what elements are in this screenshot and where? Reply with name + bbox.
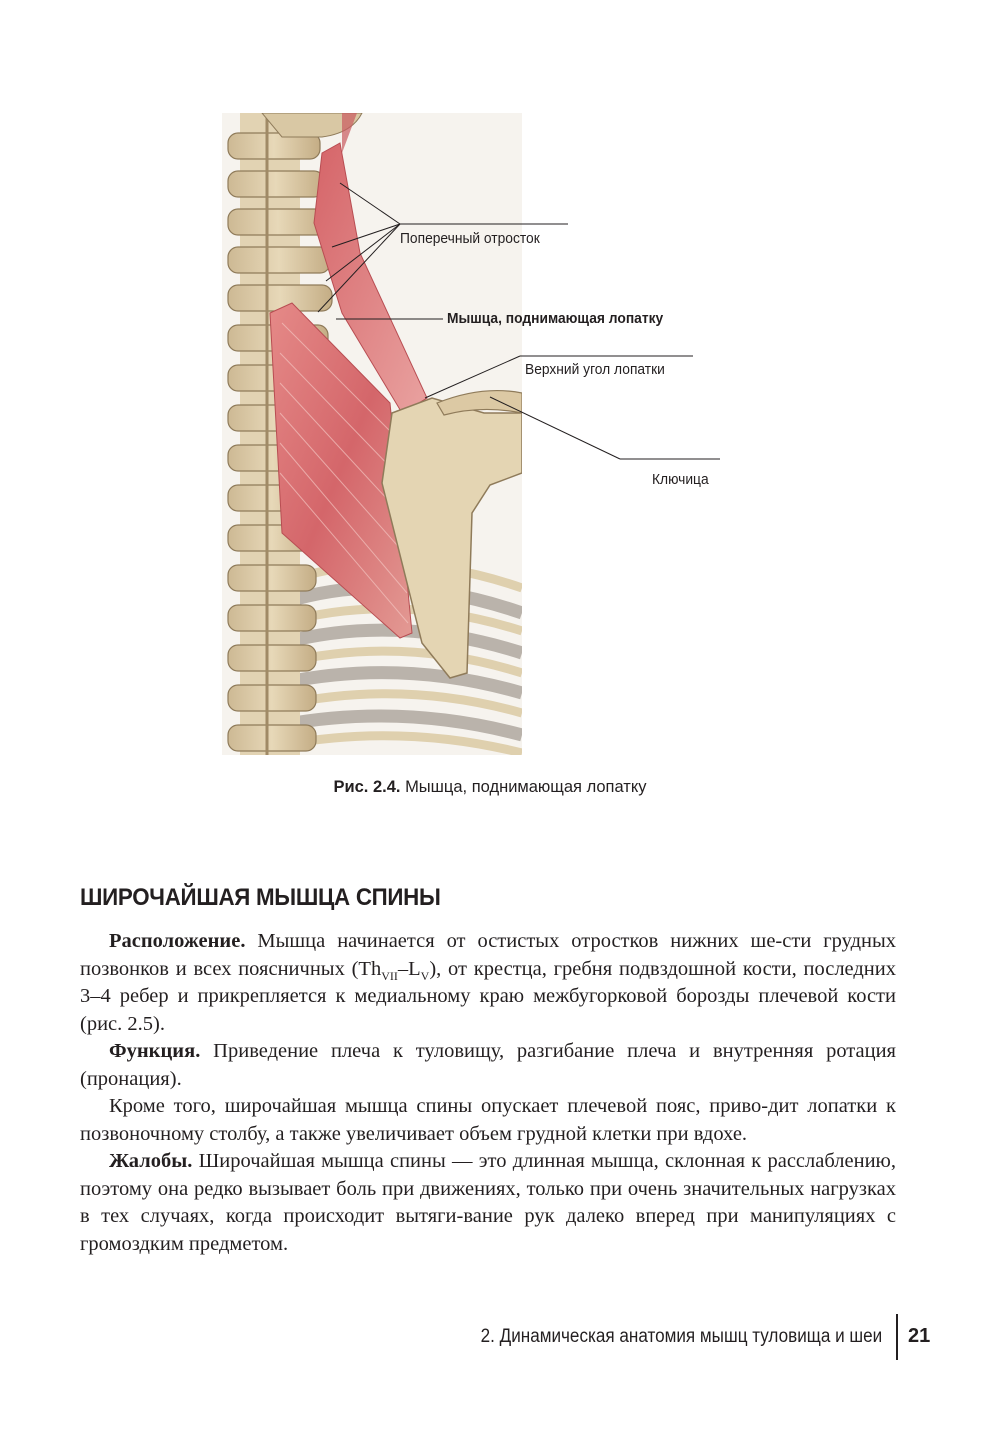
lead-complaints: Жалобы. [109, 1150, 193, 1172]
paragraph-complaints [80, 1148, 896, 1258]
location-sub-1: VII [381, 968, 398, 983]
caption-text: Мышца, поднимающая лопатку [405, 778, 647, 796]
levator-scapulae-figure [222, 113, 522, 755]
paragraph-location [80, 928, 896, 1038]
label-levator-scapulae: Мышца, поднимающая лопатку [447, 310, 664, 327]
anatomy-illustration [222, 113, 522, 755]
label-clavicle: Ключица [652, 471, 709, 488]
footer-divider [896, 1314, 898, 1360]
paragraph-function [80, 1038, 896, 1093]
label-transverse-process: Поперечный отросток [400, 230, 540, 247]
lead-location: Расположение. [109, 930, 246, 952]
complaints-text: Широчайшая мышца спины — это длинная мышца, склонная к расслаблению, поэтому она редко вызывает боль при движениях, только при очень значительных нагрузках в тех случаях, когда происходит вытяги-вание рук далеко вперед при манипуляциях с громоздким предметом. [80, 1150, 896, 1255]
caption-number: Рис. 2.4. [333, 778, 401, 796]
figure-caption [0, 778, 980, 797]
lead-function: Функция. [109, 1040, 201, 1062]
section-heading: ШИРОЧАЙШАЯ МЫШЦА СПИНЫ [80, 884, 441, 911]
paragraph-additional: Кроме того, широчайшая мышца спины опускает плечевой пояс, приво-дит лопатки к позвоночному столбу, а также увеличивает объем грудной клетки при вдохе. [80, 1095, 896, 1145]
function-text: Приведение плеча к туловищу, разгибание плеча и внутренняя ротация (пронация). [80, 1040, 896, 1090]
label-superior-angle: Верхний угол лопатки [525, 361, 665, 378]
location-text-b: ), от крестца, гребня подвздошной кости, последних 3–4 ребер и прикрепляется к медиальному краю межбугорковой борозды плечевой кости (рис. 2.5). [80, 957, 897, 1035]
location-sub-2: V [420, 968, 430, 983]
section-body [80, 928, 896, 1258]
page-number: 21 [908, 1325, 931, 1347]
running-footer: 2. Динамическая анатомия мышц туловища и шеи [480, 1326, 882, 1347]
location-text-a: Мышца начинается от остистых отростков нижних ше-сти грудных позвонков и всех поясничных (Th [80, 930, 896, 980]
location-dash: –L [397, 957, 421, 980]
